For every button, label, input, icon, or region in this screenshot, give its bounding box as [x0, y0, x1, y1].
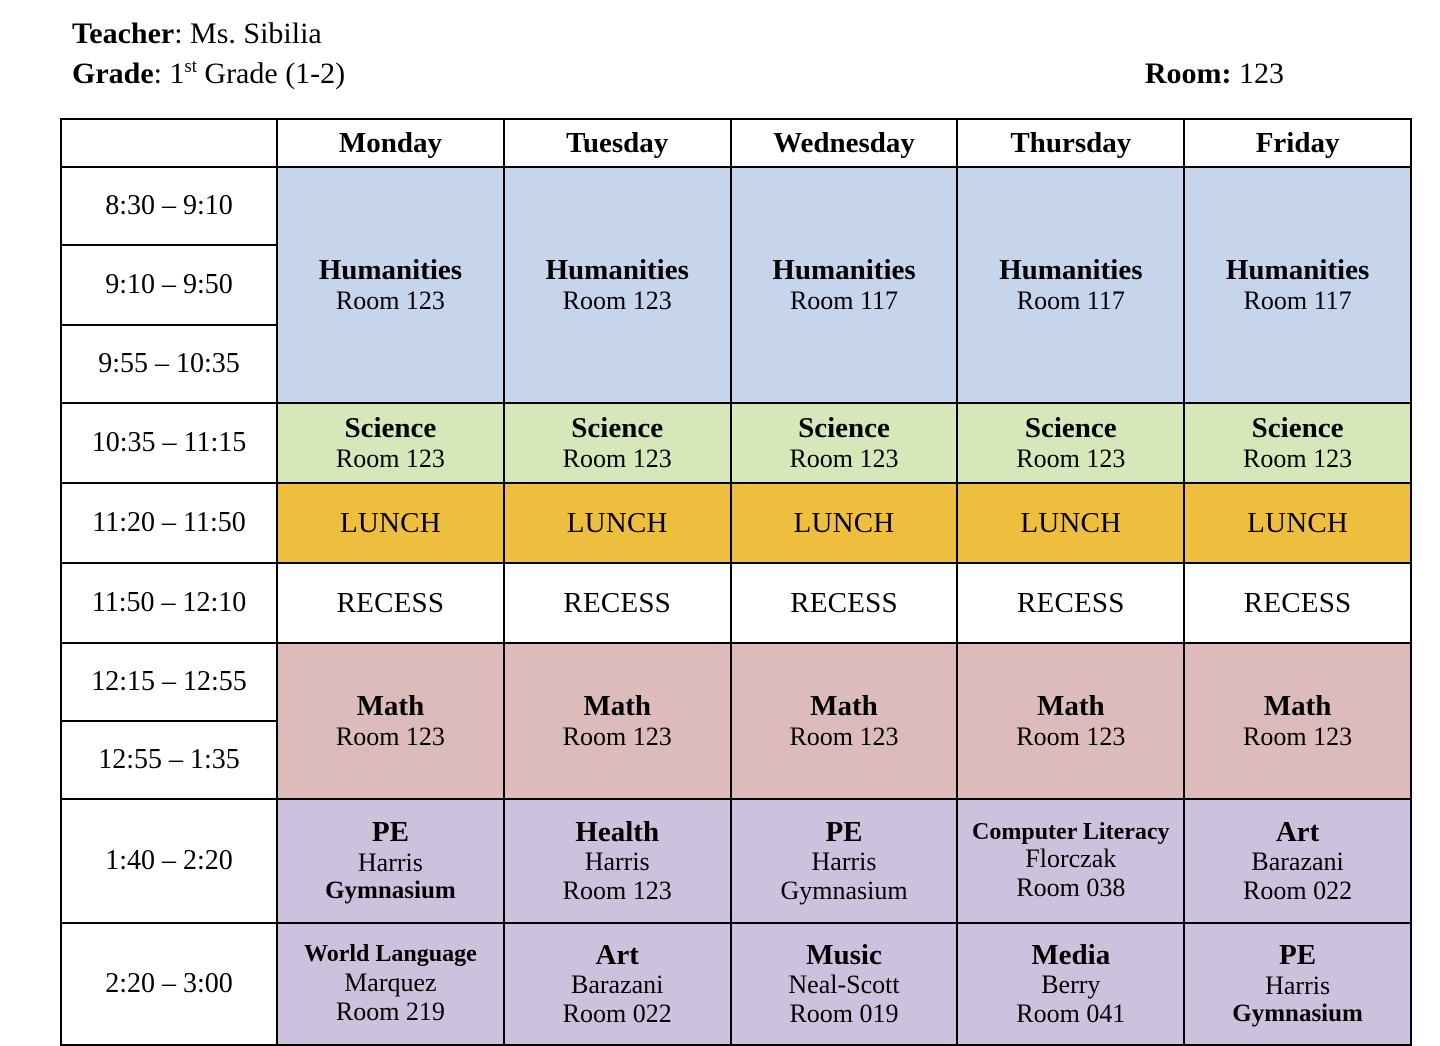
cell-special-tuesday-2 — [504, 923, 731, 1045]
subject-label: PE — [371, 816, 409, 849]
day-header-tuesday: Tuesday — [504, 119, 731, 167]
room-label: Room 022 — [562, 999, 672, 1029]
room-label: Room 123 — [562, 721, 672, 751]
subject-label: Science — [1251, 412, 1344, 445]
cell-science-monday — [277, 403, 504, 483]
lunch-label: LUNCH — [1247, 506, 1349, 539]
lunch-label: LUNCH — [793, 506, 895, 539]
teacher-label: Harris — [357, 847, 423, 877]
cell-science-wednesday — [731, 403, 958, 483]
subject-label: Art — [1275, 815, 1320, 848]
schedule-table-container — [60, 118, 1410, 1046]
room-label: Room 019 — [789, 999, 899, 1029]
cell-science-tuesday — [504, 403, 731, 483]
cell-science-friday — [1184, 403, 1411, 483]
cell-recess-monday — [277, 563, 504, 643]
teacher-label: Neal-Scott — [788, 970, 900, 1000]
grade-value-number: 1 — [169, 57, 185, 90]
cell-math-monday — [277, 643, 504, 799]
time-slot-5: 11:50 – 12:10 — [61, 563, 277, 643]
subject-label: Health — [575, 815, 660, 848]
cell-special-friday-1 — [1184, 799, 1411, 923]
cell-math-tuesday — [504, 643, 731, 799]
cell-humanities-monday — [277, 167, 504, 403]
teacher-label: Marquez — [344, 967, 437, 997]
room-label: Gymnasium — [1232, 999, 1363, 1027]
room-label: Room 123 — [562, 443, 672, 473]
cell-lunch-tuesday — [504, 483, 731, 563]
time-slot-4: 11:20 – 11:50 — [61, 483, 277, 563]
teacher-label: Florczak — [1025, 844, 1117, 874]
room-label: Room: — [1144, 57, 1232, 90]
cell-lunch-thursday — [957, 483, 1184, 563]
time-slot-9: 2:20 – 3:00 — [61, 923, 277, 1045]
subject-label: Music — [806, 938, 882, 971]
cell-special-thursday-1 — [957, 799, 1184, 923]
subject-label: Media — [1031, 938, 1111, 971]
subject-label: Math — [356, 690, 425, 723]
cell-humanities-friday — [1184, 167, 1411, 403]
grade-value-text: Grade (1-2) — [196, 57, 346, 90]
subject-label: Math — [583, 690, 652, 723]
cell-math-thursday — [957, 643, 1184, 799]
cell-lunch-wednesday — [731, 483, 958, 563]
time-slot-3: 10:35 – 11:15 — [61, 403, 277, 483]
room-label: Room 022 — [1243, 876, 1353, 906]
subject-label: Science — [798, 412, 890, 445]
time-slot-2: 9:55 – 10:35 — [61, 325, 277, 403]
cell-recess-thursday — [957, 563, 1184, 643]
lunch-label: LUNCH — [566, 506, 668, 539]
time-slot-8: 1:40 – 2:20 — [61, 799, 277, 923]
cell-humanities-thursday — [957, 167, 1184, 403]
room-label: Gymnasium — [325, 876, 456, 904]
subject-label: World Language — [304, 941, 477, 968]
subject-label: Math — [1036, 690, 1105, 723]
grade-separator: : — [153, 57, 170, 90]
teacher-label: Harris — [811, 847, 877, 877]
cell-special-friday-2 — [1184, 923, 1411, 1045]
recess-label: RECESS — [1017, 586, 1125, 619]
subject-label: Math — [1263, 690, 1332, 723]
room-label: Room 117 — [1016, 285, 1125, 315]
room-label: Gymnasium — [780, 876, 908, 906]
room-label: Room 123 — [335, 721, 445, 751]
grade-ordinal-suffix: st — [184, 56, 197, 77]
room-label: Room 123 — [1243, 443, 1353, 473]
recess-label: RECESS — [563, 586, 671, 619]
cell-humanities-tuesday — [504, 167, 731, 403]
table-row — [61, 483, 1411, 563]
table-row — [61, 643, 1411, 721]
grade-line — [72, 54, 1362, 94]
room-label: Room 123 — [335, 285, 445, 315]
cell-math-wednesday — [731, 643, 958, 799]
subject-label: Computer Literacy — [972, 818, 1170, 845]
time-slot-0: 8:30 – 9:10 — [61, 167, 277, 245]
cell-lunch-friday — [1184, 483, 1411, 563]
subject-label: Art — [595, 938, 639, 971]
document-header — [72, 14, 1362, 104]
table-row — [61, 403, 1411, 483]
teacher-label: Harris — [584, 847, 650, 877]
schedule-table — [60, 118, 1412, 1046]
day-header-row — [61, 119, 1411, 167]
table-row — [61, 563, 1411, 643]
room-label: Room 123 — [789, 721, 899, 751]
time-slot-6: 12:15 – 12:55 — [61, 643, 277, 721]
corner-blank-cell — [61, 119, 277, 167]
day-header-thursday: Thursday — [957, 119, 1184, 167]
time-slot-1: 9:10 – 9:50 — [61, 245, 277, 325]
cell-special-wednesday-1 — [731, 799, 958, 923]
room-value — [1232, 57, 1240, 90]
recess-label: RECESS — [336, 586, 445, 619]
lunch-label: LUNCH — [339, 506, 441, 539]
teacher-label: Teacher — [72, 17, 175, 50]
room-label: Room 117 — [1243, 285, 1352, 315]
subject-label: Humanities — [772, 254, 916, 287]
cell-recess-tuesday — [504, 563, 731, 643]
subject-label: Humanities — [545, 254, 689, 287]
cell-special-tuesday-1 — [504, 799, 731, 923]
cell-special-monday-1 — [277, 799, 504, 923]
teacher-value: Ms. Sibilia — [190, 17, 322, 50]
subject-label: Science — [571, 412, 664, 445]
cell-special-thursday-2 — [957, 923, 1184, 1045]
room-label: Room 123 — [1243, 721, 1353, 751]
subject-label: Humanities — [999, 254, 1143, 287]
subject-label: Humanities — [1225, 254, 1370, 287]
room-label: Room 123 — [1016, 721, 1126, 751]
room-label: Room 041 — [1016, 999, 1126, 1029]
teacher-label: Barazani — [1251, 847, 1344, 877]
subject-label: PE — [825, 815, 863, 848]
subject-label: Science — [1024, 412, 1117, 445]
cell-special-wednesday-2 — [731, 923, 958, 1045]
cell-humanities-wednesday — [731, 167, 958, 403]
table-row — [61, 167, 1411, 245]
cell-recess-friday — [1184, 563, 1411, 643]
grade-label: Grade — [72, 57, 154, 90]
subject-label: Humanities — [318, 254, 463, 287]
table-row — [61, 799, 1411, 923]
cell-special-monday-2 — [277, 923, 504, 1045]
day-header-monday: Monday — [277, 119, 504, 167]
subject-label: Math — [810, 690, 878, 723]
day-header-wednesday: Wednesday — [731, 119, 958, 167]
teacher-line — [72, 14, 1362, 54]
room-line — [1145, 54, 1284, 94]
teacher-label: Harris — [1265, 970, 1331, 1000]
day-header-friday: Friday — [1184, 119, 1411, 167]
room-label: Room 123 — [562, 876, 672, 906]
room-label: Room 219 — [335, 996, 445, 1026]
room-label: Room 123 — [335, 443, 445, 473]
room-label: Room 123 — [789, 443, 899, 473]
time-slot-7: 12:55 – 1:35 — [61, 721, 277, 799]
table-body — [61, 167, 1411, 1045]
subject-label: Science — [344, 412, 437, 445]
room-number: 123 — [1239, 57, 1284, 90]
lunch-label: LUNCH — [1020, 506, 1122, 539]
subject-label: PE — [1279, 939, 1317, 972]
teacher-separator: : — [174, 17, 191, 50]
recess-label: RECESS — [1243, 586, 1352, 619]
cell-lunch-monday — [277, 483, 504, 563]
teacher-label: Barazani — [571, 970, 664, 1000]
room-label: Room 123 — [1016, 443, 1126, 473]
table-row — [61, 923, 1411, 1045]
room-label: Room 038 — [1016, 873, 1126, 903]
cell-recess-wednesday — [731, 563, 958, 643]
room-label: Room 117 — [789, 285, 899, 315]
cell-math-friday — [1184, 643, 1411, 799]
recess-label: RECESS — [790, 586, 898, 619]
table-header-row-group — [61, 119, 1411, 167]
cell-science-thursday — [957, 403, 1184, 483]
room-label: Room 123 — [562, 285, 672, 315]
teacher-label: Berry — [1041, 970, 1101, 1000]
